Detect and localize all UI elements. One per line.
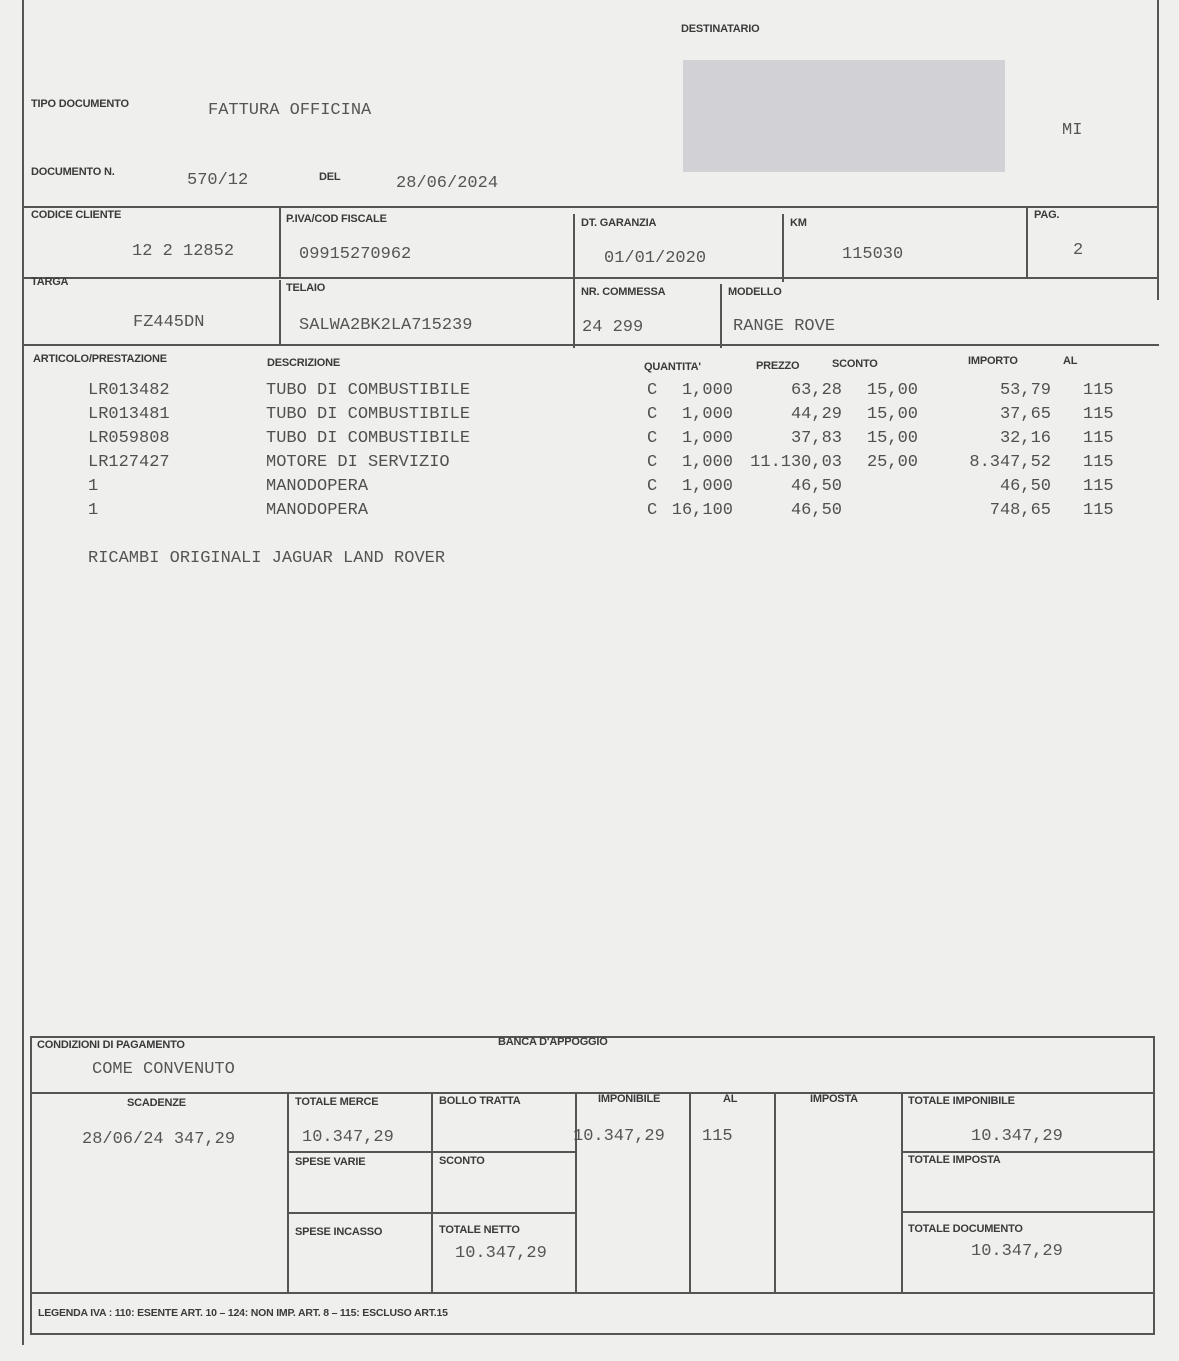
footer-right-border — [1153, 1036, 1155, 1334]
row-quantita: 1,000 — [681, 477, 733, 496]
row-um: C — [647, 477, 658, 496]
totals-sub-line — [287, 1151, 575, 1153]
row-um: C — [647, 405, 658, 424]
row-al: 115 — [1083, 477, 1114, 496]
totale-merce-value: 10.347,29 — [302, 1128, 394, 1147]
totale-netto-label: TOTALE NETTO — [439, 1224, 520, 1236]
row-articolo: 1 — [88, 501, 99, 520]
row-articolo: LR013481 — [88, 405, 170, 424]
row-um: C — [647, 429, 658, 448]
row-articolo: 1 — [88, 477, 99, 496]
row-um: C — [647, 453, 658, 472]
info-sep — [279, 280, 281, 346]
condizioni-value: COME CONVENUTO — [92, 1060, 235, 1079]
col-articolo-header: ARTICOLO/PRESTAZIONE — [33, 353, 167, 365]
totals-sub-line — [901, 1151, 1155, 1153]
col-sconto-header: SCONTO — [832, 358, 878, 370]
piva-value: 09915270962 — [299, 245, 412, 264]
col-quantita-header: QUANTITA' — [644, 361, 701, 373]
pag-value: 2 — [1073, 241, 1084, 260]
legenda-top-line — [30, 1292, 1155, 1294]
row-articolo: LR127427 — [88, 453, 170, 472]
row-al: 115 — [1083, 429, 1114, 448]
tipo-documento-label: TIPO DOCUMENTO — [31, 98, 129, 110]
modello-value: RANGE ROVE — [733, 317, 836, 336]
row-articolo: LR059808 — [88, 429, 170, 448]
piva-label: P.IVA/COD FISCALE — [286, 213, 387, 225]
spese-incasso-label: SPESE INCASSO — [295, 1226, 383, 1238]
items-top-line — [24, 344, 1159, 346]
al-value: 115 — [702, 1127, 733, 1146]
info-sep — [782, 214, 784, 282]
totale-netto-value: 10.347,29 — [455, 1244, 547, 1263]
imponibile-label: IMPONIBILE — [598, 1093, 661, 1105]
row-al: 115 — [1083, 405, 1114, 424]
row-prezzo: 11.130,03 — [750, 453, 842, 472]
condizioni-label: CONDIZIONI DI PAGAMENTO — [37, 1039, 185, 1051]
col-al-header: AL — [1063, 355, 1078, 367]
del-label: DEL — [319, 171, 341, 183]
row-quantita: 16,100 — [671, 501, 733, 520]
totale-documento-value: 10.347,29 — [971, 1242, 1063, 1261]
targa-value: FZ445DN — [133, 313, 205, 332]
scadenze-value: 28/06/24 347,29 — [82, 1130, 236, 1149]
note-text: RICAMBI ORIGINALI JAGUAR LAND ROVER — [88, 549, 446, 568]
targa-label: TARGA — [31, 276, 69, 288]
row-descrizione: MANODOPERA — [266, 501, 369, 520]
modello-label: MODELLO — [728, 286, 782, 298]
info-sep — [720, 284, 722, 348]
totals-sub-line — [287, 1212, 575, 1214]
scadenze-label: SCADENZE — [127, 1097, 186, 1109]
row-importo: 748,65 — [989, 501, 1051, 520]
garanzia-value: 01/01/2020 — [604, 249, 707, 268]
row-um: C — [647, 381, 658, 400]
row-importo: 46,50 — [999, 477, 1051, 496]
al-label: AL — [723, 1093, 738, 1105]
table-row — [0, 501, 1179, 523]
row-descrizione: TUBO DI COMBUSTIBILE — [266, 381, 471, 400]
row-sconto: 15,00 — [866, 381, 918, 400]
table-row — [0, 429, 1179, 451]
row-al: 115 — [1083, 501, 1114, 520]
row-descrizione: TUBO DI COMBUSTIBILE — [266, 405, 471, 424]
totals-sep — [575, 1093, 577, 1293]
row-quantita: 1,000 — [681, 405, 733, 424]
row-quantita: 1,000 — [681, 453, 733, 472]
col-descrizione-header: DESCRIZIONE — [267, 357, 340, 369]
row-descrizione: MOTORE DI SERVIZIO — [266, 453, 450, 472]
row-quantita: 1,000 — [681, 429, 733, 448]
totals-sep — [901, 1093, 903, 1293]
row-al: 115 — [1083, 381, 1114, 400]
banca-label: BANCA D'APPOGGIO — [498, 1036, 608, 1048]
destinatario-province: MI — [1062, 121, 1083, 140]
km-value: 115030 — [842, 245, 904, 264]
table-row — [0, 453, 1179, 475]
row-al: 115 — [1083, 453, 1114, 472]
row-prezzo: 63,28 — [790, 381, 842, 400]
row-sconto: 15,00 — [866, 429, 918, 448]
commessa-value: 24 299 — [582, 318, 644, 337]
row-sconto: 15,00 — [866, 405, 918, 424]
destinatario-label: DESTINATARIO — [681, 23, 760, 35]
info-sep — [1026, 207, 1028, 277]
totals-sep — [431, 1093, 433, 1293]
codice-cliente-value: 12 2 12852 — [132, 242, 235, 261]
spese-varie-label: SPESE VARIE — [295, 1156, 366, 1168]
totale-merce-label: TOTALE MERCE — [295, 1096, 379, 1108]
commessa-label: NR. COMMESSA — [581, 286, 666, 298]
totals-sub-line — [901, 1211, 1155, 1213]
row-quantita: 1,000 — [681, 381, 733, 400]
table-row — [0, 381, 1179, 403]
bollo-label: BOLLO TRATTA — [439, 1095, 521, 1107]
table-row — [0, 477, 1179, 499]
row-importo: 8.347,52 — [969, 453, 1051, 472]
info-sep — [573, 214, 575, 348]
pag-label: PAG. — [1034, 209, 1060, 221]
totals-sep — [774, 1093, 776, 1293]
telaio-value: SALWA2BK2LA715239 — [299, 316, 473, 335]
col-prezzo-header: PREZZO — [756, 360, 800, 372]
del-value: 28/06/2024 — [396, 174, 499, 193]
redacted-recipient — [683, 60, 1005, 172]
row-importo: 53,79 — [999, 381, 1051, 400]
table-row — [0, 405, 1179, 427]
imposta-label: IMPOSTA — [810, 1093, 858, 1105]
imponibile-value: 10.347,29 — [573, 1127, 665, 1146]
telaio-label: TELAIO — [286, 282, 326, 294]
totale-documento-label: TOTALE DOCUMENTO — [908, 1223, 1023, 1235]
right-border — [1157, 0, 1159, 300]
footer-left-border — [30, 1036, 32, 1334]
documento-n-label: DOCUMENTO N. — [31, 166, 115, 178]
row-descrizione: MANODOPERA — [266, 477, 369, 496]
garanzia-label: DT. GARANZIA — [581, 217, 657, 229]
totals-top-line — [30, 1092, 1155, 1094]
info-row2-top-line — [24, 277, 1159, 279]
totals-sep — [287, 1093, 289, 1293]
row-articolo: LR013482 — [88, 381, 170, 400]
footer-bottom-line — [30, 1333, 1155, 1335]
legenda-iva: LEGENDA IVA : 110: ESENTE ART. 10 – 124: NON IMP. ART. 8 – 115: ESCLUSO ART.15 — [38, 1307, 448, 1319]
row-um: C — [647, 501, 658, 520]
row-importo: 32,16 — [999, 429, 1051, 448]
sconto-label: SCONTO — [439, 1155, 485, 1167]
info-sep — [279, 207, 281, 277]
info-row1-top-line — [24, 206, 1159, 208]
row-importo: 37,65 — [999, 405, 1051, 424]
totale-imponibile-value: 10.347,29 — [971, 1127, 1063, 1146]
codice-cliente-label: CODICE CLIENTE — [31, 209, 122, 221]
totale-imponibile-label: TOTALE IMPONIBILE — [908, 1095, 1015, 1107]
documento-n-value: 570/12 — [187, 171, 249, 190]
left-border — [22, 0, 24, 1345]
row-sconto: 25,00 — [866, 453, 918, 472]
col-importo-header: IMPORTO — [968, 355, 1018, 367]
row-prezzo: 46,50 — [790, 501, 842, 520]
row-prezzo: 37,83 — [790, 429, 842, 448]
totals-sep — [689, 1093, 691, 1293]
row-prezzo: 44,29 — [790, 405, 842, 424]
tipo-documento-value: FATTURA OFFICINA — [208, 101, 372, 120]
totale-imposta-label: TOTALE IMPOSTA — [908, 1154, 1001, 1166]
row-descrizione: TUBO DI COMBUSTIBILE — [266, 429, 471, 448]
km-label: KM — [790, 217, 807, 229]
row-prezzo: 46,50 — [790, 477, 842, 496]
